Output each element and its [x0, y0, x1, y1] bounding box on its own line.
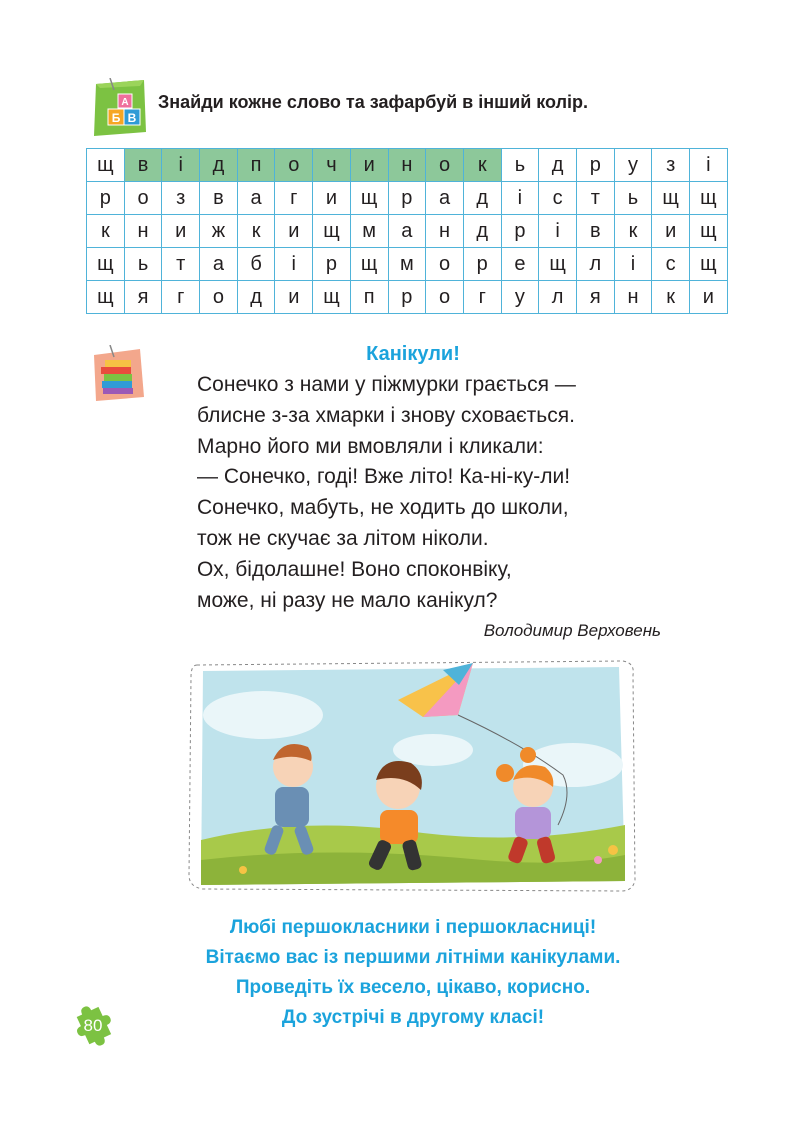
grid-cell[interactable]: м — [388, 248, 426, 281]
block-letter-v: В — [127, 111, 137, 125]
grid-cell[interactable]: о — [200, 281, 238, 314]
grid-cell[interactable]: д — [539, 149, 577, 182]
closing-line: До зустрічі в другому класі! — [281, 1007, 545, 1028]
grid-cell[interactable]: и — [652, 215, 690, 248]
grid-cell[interactable]: з — [162, 182, 200, 215]
block-letter-a: А — [121, 97, 129, 108]
grid-cell[interactable]: щ — [690, 248, 728, 281]
grid-cell[interactable]: н — [124, 215, 162, 248]
closing-line: Проведіть їх весело, цікаво, корисно. — [235, 977, 591, 998]
grid-cell[interactable]: н — [426, 215, 464, 248]
grid-cell[interactable]: и — [275, 215, 313, 248]
grid-cell[interactable]: щ — [87, 248, 125, 281]
grid-cell[interactable]: з — [652, 149, 690, 182]
grid-cell[interactable]: н — [388, 149, 426, 182]
grid-cell[interactable]: щ — [87, 149, 125, 182]
grid-cell[interactable]: и — [350, 149, 388, 182]
grid-cell[interactable]: а — [388, 215, 426, 248]
grid-cell[interactable]: е — [501, 248, 539, 281]
word-search-grid — [86, 148, 728, 314]
grid-cell[interactable]: в — [200, 182, 238, 215]
grid-cell[interactable]: р — [388, 182, 426, 215]
grid-cell[interactable]: и — [275, 281, 313, 314]
cloud — [393, 734, 473, 766]
grid-cell[interactable]: м — [350, 215, 388, 248]
grid-cell[interactable]: р — [463, 248, 501, 281]
grid-cell[interactable]: і — [539, 215, 577, 248]
poem-line: Ох, бідолашне! Воно споконвіку, — [197, 557, 512, 581]
grid-cell[interactable]: к — [463, 149, 501, 182]
grid-cell[interactable]: и — [162, 215, 200, 248]
grid-cell[interactable]: о — [275, 149, 313, 182]
grid-cell[interactable]: у — [501, 281, 539, 314]
poem-line: Сонечко, мабуть, не ходить до школи, — [197, 496, 569, 520]
grid-cell[interactable]: щ — [539, 248, 577, 281]
block-letter-b: Б — [111, 111, 121, 125]
grid-cell[interactable]: в — [576, 215, 614, 248]
closing-line: Вітаємо вас із першими літніми канікулами. — [205, 947, 621, 968]
grid-cell[interactable]: і — [690, 149, 728, 182]
grid-cell[interactable]: р — [501, 215, 539, 248]
poem-author: Володимир Верховень — [483, 621, 661, 640]
grid-cell[interactable]: я — [576, 281, 614, 314]
grid-cell[interactable]: п — [350, 281, 388, 314]
poem-title: Канікули! — [366, 343, 460, 365]
grid-cell[interactable]: щ — [350, 248, 388, 281]
grid-cell[interactable]: с — [652, 248, 690, 281]
closing-line: Любі першокласники і першокласниці! — [229, 917, 597, 938]
grid-row — [87, 215, 728, 248]
grid-cell[interactable]: о — [426, 149, 464, 182]
poem-line: Марно його ми вмовляли і кликали: — [197, 434, 544, 458]
grid-cell[interactable]: в — [124, 149, 162, 182]
grid-cell[interactable]: ч — [313, 149, 351, 182]
grid-cell[interactable]: о — [426, 248, 464, 281]
grid-cell[interactable]: г — [275, 182, 313, 215]
grid-cell[interactable]: д — [200, 149, 238, 182]
grid-cell[interactable]: б — [237, 248, 275, 281]
grid-cell[interactable]: ь — [501, 149, 539, 182]
grid-cell[interactable]: о — [426, 281, 464, 314]
poem-line: тож не скучає за літом ніколи. — [197, 526, 489, 550]
grid-cell[interactable]: т — [576, 182, 614, 215]
poem-line: блисне з-за хмарки і знову сховається. — [197, 403, 575, 427]
grid-cell[interactable]: д — [237, 281, 275, 314]
grid-cell[interactable]: і — [162, 149, 200, 182]
children-running-with-kite — [183, 655, 638, 895]
poem-line: — Сонечко, годі! Вже літо! Ка-ні-ку-ли! — [197, 465, 571, 489]
grid-cell[interactable]: к — [652, 281, 690, 314]
grid-cell[interactable]: щ — [313, 281, 351, 314]
grid-cell[interactable]: і — [275, 248, 313, 281]
grid-row — [87, 182, 728, 215]
grid-cell[interactable]: л — [576, 248, 614, 281]
poem-text — [197, 370, 576, 616]
grid-cell[interactable]: щ — [87, 281, 125, 314]
task-title: Знайди кожне слово та зафарбуй в інший колір. — [158, 92, 589, 112]
grid-cell[interactable]: щ — [652, 182, 690, 215]
cloud — [203, 691, 323, 739]
grid-cell[interactable]: о — [124, 182, 162, 215]
grid-cell[interactable]: л — [539, 281, 577, 314]
grid-cell[interactable]: ь — [124, 248, 162, 281]
grid-row — [87, 281, 728, 314]
grid-cell[interactable]: р — [576, 149, 614, 182]
grid-cell[interactable]: я — [124, 281, 162, 314]
grid-cell[interactable]: д — [463, 182, 501, 215]
grid-cell[interactable]: р — [313, 248, 351, 281]
grid-row — [87, 149, 728, 182]
grid-cell[interactable]: г — [162, 281, 200, 314]
grid-cell[interactable]: г — [463, 281, 501, 314]
grid-row — [87, 248, 728, 281]
grid-cell[interactable]: щ — [690, 182, 728, 215]
grid-cell[interactable]: а — [426, 182, 464, 215]
grid-cell[interactable]: ь — [614, 182, 652, 215]
closing-message — [0, 913, 800, 1033]
grid-cell[interactable]: т — [162, 248, 200, 281]
grid-cell[interactable]: щ — [350, 182, 388, 215]
grid-cell[interactable]: і — [501, 182, 539, 215]
grid-cell[interactable]: а — [237, 182, 275, 215]
grid-cell[interactable]: и — [313, 182, 351, 215]
grid-cell[interactable]: н — [614, 281, 652, 314]
grid-cell[interactable]: к — [87, 215, 125, 248]
grid-cell[interactable]: д — [463, 215, 501, 248]
poem-line: Сонечко з нами у піжмурки грається — — [197, 373, 576, 396]
grid-cell[interactable]: щ — [313, 215, 351, 248]
alphabet-blocks-icon — [88, 78, 150, 140]
grid-cell[interactable]: п — [237, 149, 275, 182]
grid-cell[interactable]: р — [87, 182, 125, 215]
grid-cell[interactable]: ж — [200, 215, 238, 248]
grid-cell[interactable]: у — [614, 149, 652, 182]
page-number: 80 — [83, 1016, 103, 1035]
grid-cell[interactable]: к — [237, 215, 275, 248]
grid-cell[interactable]: і — [614, 248, 652, 281]
grid-cell[interactable]: р — [388, 281, 426, 314]
poem-line: може, ні разу не мало канікул? — [197, 588, 498, 612]
grid-cell[interactable]: а — [200, 248, 238, 281]
grid-cell[interactable]: к — [614, 215, 652, 248]
grid-cell[interactable]: щ — [690, 215, 728, 248]
grid-cell[interactable]: и — [690, 281, 728, 314]
grid-cell[interactable]: с — [539, 182, 577, 215]
